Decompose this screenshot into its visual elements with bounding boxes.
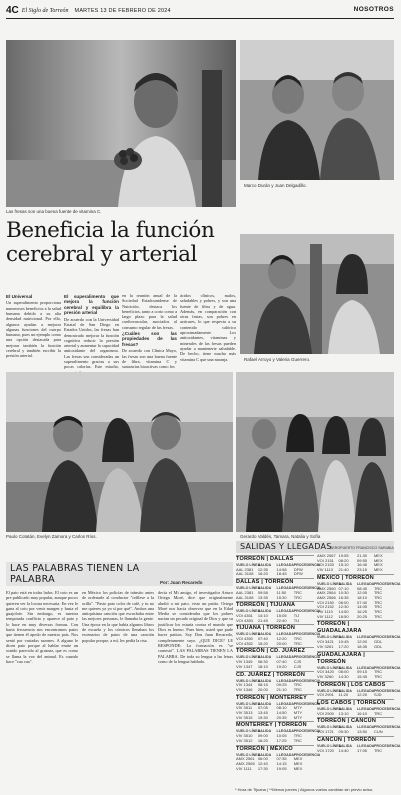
flight-header-cell: LLEGADA: [276, 632, 294, 637]
lower-left-caption: Paulo Cotatán, Evelyn Zamora y Carlos Ríos.: [6, 534, 97, 539]
flight-cell: 09:00: [257, 733, 268, 739]
flight-header-cell: SALIDA: [338, 581, 352, 586]
flight-cell: TRC: [373, 585, 383, 591]
flight-header-cell: SALIDA: [257, 701, 272, 706]
flight-header-cell: LLEGADA: [357, 665, 375, 670]
flight-cell: VIV 1347: [236, 663, 253, 669]
flight-header-cell: SALIDA: [338, 725, 352, 730]
flight-header-cell: SALIDA: [257, 729, 272, 734]
flight-cell: 17:05: [357, 747, 368, 753]
flight-cell: TRC: [373, 710, 383, 716]
flight-cell: AMX 2564: [317, 590, 336, 596]
flight-cell: 18:50: [338, 613, 349, 619]
flight-cell: MTY: [293, 710, 303, 716]
flight-cell: 12:30: [338, 604, 349, 610]
flight-header-cell: SALIDA: [257, 563, 272, 567]
flight-cell: TRC: [293, 636, 302, 642]
flight-header-cell: PROCEDENCIA: [373, 707, 401, 712]
flight-header-cell: LLEGADA: [357, 725, 375, 730]
flights-source: AEROPUERTO FRANCISCO SARABIA: [330, 546, 394, 550]
flight-cell: TRC: [373, 669, 383, 675]
flight-cell: TRC: [373, 590, 383, 596]
palabras-col-1: [6, 590, 78, 665]
flight-header-cell: SALIDA: [257, 609, 272, 614]
flight-header-cell: VUELO LÍNEA: [236, 655, 261, 660]
flight-cell: VIV 1345: [236, 659, 253, 665]
flight-route-title: TORREÓN | CD. JUÁREZ: [236, 647, 314, 655]
flight-header-cell: SALIDA: [338, 688, 352, 693]
flight-cell: 07:10: [338, 585, 349, 591]
flight-row: [236, 716, 314, 721]
flight-route-title: MÉXICO | TORREÓN: [317, 574, 394, 582]
article-col-3: [122, 293, 177, 370]
flight-cell: 21:40: [338, 567, 349, 573]
flight-cell: TRC: [293, 682, 302, 688]
flight-cell: 08:00: [338, 669, 349, 675]
flight-cell: AMX 2560: [317, 585, 336, 591]
flight-cell: 16:35: [338, 594, 349, 600]
flight-header-cell: PROCEDENCIA: [293, 729, 321, 734]
flight-cell: TRC: [373, 609, 383, 615]
flight-cell: 15:20: [257, 640, 268, 646]
flight-cell: VOI 2152: [317, 604, 334, 610]
flight-cell: 12:20: [276, 636, 287, 642]
palabras-col-3: [158, 590, 233, 665]
flight-header-cell: VUELO LÍNEA: [317, 707, 342, 712]
article-col-2: [64, 293, 119, 376]
palabras-title: [10, 563, 140, 585]
flight-cell: 08:15: [257, 682, 268, 688]
flight-header-cell: VUELO LÍNEA: [236, 586, 261, 591]
flight-cell: 07:05: [257, 705, 268, 711]
flight-header-cell: VUELO LÍNEA: [236, 752, 261, 757]
flight-cell: VIV 1113: [317, 567, 333, 573]
marco-juan-photo: [240, 40, 394, 180]
flight-cell: 16:25: [357, 609, 368, 615]
flight-header-cell: LLEGADA: [276, 586, 294, 591]
flight-header-cell: PROCEDENCIA: [293, 609, 321, 614]
article-col-3-text-2: De acuerdo con Clínica Mayo, las fresas son una buena fuente de fibra, vitamina C y sustancias bioactivas como los: [122, 348, 177, 370]
flight-cell: VOI 4352: [236, 640, 253, 646]
flight-cell: MEX: [373, 567, 383, 573]
flight-cell: 15:45: [357, 673, 368, 679]
flight-cell: 17:20: [338, 643, 349, 649]
flights-table-left: [236, 554, 321, 771]
flight-route-title: CD. JUÁREZ | TORREÓN: [236, 671, 314, 679]
flight-cell: TRC: [373, 613, 383, 619]
flight-cell: AAL 3108: [236, 594, 254, 600]
flight-header-cell: VUELO LÍNEA: [236, 563, 261, 567]
flight-cell: AMX 2565: [236, 760, 255, 766]
flight-cell: 06:30: [257, 659, 268, 665]
flight-header-cell: LLEGADA: [276, 752, 294, 757]
flight-cell: 11:50: [276, 589, 287, 595]
flight-header-cell: SALIDA: [338, 707, 352, 712]
article-col-3-text: en la reunión anual de la Sociedad Estadounidense de Nutrición, destaca los beneficios, tanto a corto como a largo plazo para la salud cardiovascular, asociados al consumo regular de las fresas.: [122, 293, 177, 330]
flight-cell: VOI 2150: [317, 599, 334, 605]
flight-row: [236, 665, 314, 670]
flight-cell: 14:58: [276, 566, 287, 572]
flight-cell: CJS: [293, 663, 302, 669]
article-col-1-text: Un superalimento proporciona numerosos beneficios a la salud humana debido a su alta densidad nutricional. Por ello, algunos ayudan a mejorar algunas funciones del cuerpo humano, pues un ejemplo como una opción destacada para mejorar también la función cerebral y también escribir la presión arterial.: [6, 300, 61, 359]
flight-cell: TRC: [373, 673, 383, 679]
flight-cell: 11:20: [338, 692, 349, 698]
flight-cell: VOI 1721: [317, 729, 334, 735]
flight-cell: 15:10: [338, 562, 349, 568]
flight-cell: 18:35: [357, 643, 368, 649]
flight-cell: 10:05: [276, 733, 287, 739]
flight-cell: TRC: [293, 686, 302, 692]
flight-header-cell: VUELO LÍNEA: [317, 581, 342, 586]
flight-row: [236, 688, 314, 693]
flight-header-cell: LLEGADA: [357, 707, 375, 712]
flight-cell: TIJ: [293, 617, 300, 623]
flight-cell: VOI 4351: [236, 612, 253, 618]
flight-cell: 20:25: [357, 613, 368, 619]
flight-cell: AMX 2566: [317, 594, 336, 600]
palabras-col-3-text: decía el Mi amigo, el investigador Arturo Ortega Moré, dice que originalmente aludió a mi pato, visto un patito. Ortega Moré nos hacía observar que en la Edad Media se consideraba que los pobres nacían un pecado original de Dios y que su justificar los estaría contra el mundo que Dios es bueno. Pues bien, usted que pude hacer patitos. Soy Don Juan Recaredo, completamente suyo. ¿QUE DICE? LE RESPONDE: La formación es "se contestó". LAS PALABRAS TIENEN LA PALABRA. De toda su lengua a las letras como de la lengua hablada.: [158, 590, 233, 664]
flight-route-title: TORREÓN | LOS CABOS: [317, 681, 394, 689]
flight-header-cell: PROCEDENCIA: [373, 725, 401, 730]
flight-row: [236, 739, 314, 744]
flight-cell: 08:45: [357, 585, 368, 591]
flight-cell: 16:10: [357, 710, 368, 716]
article-subhead-1: El superalimento que mejora la función cerebral y equilibra la presión arterial: [64, 294, 119, 316]
flight-cell: TRC: [373, 747, 383, 753]
flight-cell: TRC: [373, 594, 383, 600]
flight-cell: VOI 4350: [236, 636, 253, 642]
flight-cell: SJD: [373, 692, 382, 698]
flight-cell: 23:15: [357, 567, 368, 573]
flight-cell: TRC: [373, 599, 383, 605]
flight-row: [236, 572, 314, 577]
flight-cell: VIV 3511: [236, 705, 253, 711]
flight-cell: 10:45: [338, 639, 349, 645]
flight-cell: TRC: [293, 589, 302, 595]
flight-cell: GDL: [373, 643, 383, 649]
flight-cell: VIV 1346: [236, 686, 253, 692]
flight-cell: MEX: [373, 553, 383, 558]
flight-cell: 18:10: [357, 594, 368, 600]
flights-footnote: * Hora de Tijuana | **Menos jueves | Algunos vuelos cambian sin previo aviso.: [235, 787, 374, 792]
flight-cell: 18:45: [276, 571, 287, 577]
flight-row: [236, 767, 314, 772]
flight-cell: MTY: [293, 714, 303, 720]
top-right-caption: Marco Durán y Juan Delgadillo.: [244, 183, 307, 188]
flight-cell: VOI 2153: [317, 562, 334, 568]
flight-row: [317, 693, 394, 698]
flight-cell: 13:50: [357, 729, 368, 735]
flight-cell: VOI 4353: [236, 617, 253, 623]
main-photo-caption: Las fresas son una buena fuente de vitamina C.: [6, 209, 102, 214]
flight-row: [236, 596, 314, 601]
flight-header-cell: PROCEDENCIA: [293, 655, 321, 660]
palabras-col-2-text: en México los policías de tránsito antes de ordenarle al conductor "oríllese a la orilla". "Pasto pato color de café, y tu no me quieres ya yo sí por qué". Ambos una antiquísima canción que escuchaba entre las mejores personas, le llamaba la gente. Una época en la que había algunos libros de escuela y los cómicos llenaban los escenarios de patos de una canción popular porque, a mí, les pedía la risa.: [82, 590, 154, 643]
flight-header-cell: SALIDA: [338, 635, 352, 640]
flight-cell: VIV 1344: [236, 682, 253, 688]
issue-date: MARTES 13 DE FEBRERO DE 2024: [74, 7, 171, 14]
flight-cell: 21:10: [276, 686, 287, 692]
flight-cell: VIV 3260: [317, 673, 334, 679]
flight-route-title: MONTERREY | TORREÓN: [236, 721, 314, 729]
flight-cell: 16:20: [257, 571, 268, 577]
flight-header-cell: LLEGADA: [276, 701, 294, 706]
flight-cell: 12:00: [357, 639, 368, 645]
flight-cell: TRC: [373, 604, 383, 610]
flight-cell: 09:58: [257, 589, 268, 595]
article-col-2-text: De acuerdo con la Universidad Estatal de San Diego en Estados Unidos, las fresas han demostrado mejorar la función cognitiva reducir la presión arterial y aumentar la capacidad antioxidante del organismo. Las fresas son consideradas un superalimento gracias a sus pocas calorías. Este estudio,: [64, 316, 119, 370]
flight-header-cell: VUELO LÍNEA: [317, 743, 342, 748]
flight-route-title: TORREÓN | CANCÚN: [317, 717, 394, 725]
flight-cell: 10:30: [338, 590, 349, 596]
flight-cell: AMX 2567: [317, 553, 336, 558]
flight-header-cell: VUELO LÍNEA: [317, 635, 342, 640]
flight-row: [317, 568, 394, 573]
flight-header-cell: LLEGADA: [357, 635, 375, 640]
flight-header-cell: VUELO LÍNEA: [236, 678, 261, 683]
flight-route-title: LOS CABOS | TORREÓN: [317, 699, 394, 707]
lower-right-caption: Gerardo Valdés, Tamara, Natalia y Sofía: [240, 534, 321, 539]
flight-cell: 20:00: [276, 640, 287, 646]
flight-cell: CUN: [373, 729, 383, 735]
flight-cell: 08:20: [338, 557, 349, 563]
flight-cell: 17:25: [276, 737, 287, 743]
flight-header-cell: VUELO LÍNEA: [236, 609, 261, 614]
article-headline: Beneficia la función cerebral y arterial: [6, 218, 215, 267]
flight-cell: 17:30: [257, 765, 268, 771]
gerardo-tamara-natalia-sofia-photo: [236, 372, 394, 532]
flight-cell: 09:25: [276, 682, 287, 688]
flight-cell: VIV 3510: [236, 733, 253, 739]
flight-cell: 12:35: [257, 566, 268, 572]
flight-cell: 21:45: [257, 617, 268, 623]
flight-route-title: GUADALAJARA | TORREÓN: [317, 651, 394, 666]
flight-cell: AMX 2561: [236, 756, 255, 762]
flight-cell: 09:30: [338, 729, 349, 735]
flight-cell: VIV 1110: [317, 609, 333, 615]
flight-row: [317, 749, 394, 754]
article-col-4: [180, 293, 236, 363]
flight-header-cell: LLEGADA: [276, 609, 294, 614]
flight-cell: TRC: [293, 737, 302, 743]
flight-cell: 08:10: [276, 705, 287, 711]
flight-cell: MEX: [293, 765, 303, 771]
flight-cell: VOI 3421: [317, 639, 334, 645]
flight-cell: 14:50: [338, 609, 349, 615]
flight-route-title: CANCÚN | TORREÓN: [317, 736, 394, 744]
flight-route-title: TORREÓN | MÉXICO: [236, 745, 314, 753]
flight-cell: 14:15: [276, 760, 287, 766]
flight-cell: 19:30: [257, 714, 268, 720]
mid-right-caption: Rafael Arroyo y Valeria Guerrero.: [244, 357, 311, 362]
page-number: 4C: [6, 5, 19, 16]
flight-cell: DFW: [293, 566, 303, 572]
flight-cell: 09:55: [357, 557, 368, 563]
flight-header-cell: PROCEDENCIA: [373, 688, 401, 693]
flight-cell: 13:10: [338, 710, 349, 716]
flight-cell: 16:45: [357, 562, 368, 568]
flight-cell: VIV 3512: [236, 737, 253, 743]
flight-header-cell: PROCEDENCIA: [293, 701, 321, 706]
flight-header-cell: SALIDA: [257, 586, 272, 591]
flight-header-cell: SALIDA: [338, 665, 352, 670]
flight-cell: 15:30: [276, 594, 287, 600]
flight-header-cell: PROCEDENCIA: [293, 678, 321, 683]
article-col-4-text: ácidos clínicos, malos, saludables y pobres, y son una fuente de fibra y de agua. Además, en comparación con otras frutas, son pobres en azúcares, lo que respecta a su contenido calórico aproximadamente. Los antioxidantes, vitaminas y minerales de las fresas pueden ayudar a mantenerte saludable. De hecho, tiene mucha más vitamina C que una naranja.: [180, 293, 236, 362]
flight-header-cell: SALIDA: [257, 632, 272, 637]
flight-header-cell: LLEGADA: [276, 655, 294, 660]
flight-cell: CJS: [293, 659, 302, 665]
palabras-col-1-text: El pato está en todas lados. El coto es un pre publicado muy popular, aunque pocos quieren ver la locura necesaria. En vez le gana al coto por venir margen y hasta el guajolote. Sin embargo, es nuestra temporada conflicto y aparece al pato y lo hace en muy diversas formas. Con harta frecuencia nos encontramos patos que tienen él apodo de nuestro país. Nos sentó por variadas razones. A alguno le dicen pato porque al hablar emite un sonido parecido al graznar, que es como se llama la voz del animal. Es cuando hace "cua cua".: [6, 590, 78, 664]
flight-cell: GDL: [373, 639, 383, 645]
flight-header-cell: LLEGADA: [276, 729, 294, 734]
palabras-title-text: LAS PALABRAS TIENEN LA PALABRA: [10, 563, 140, 585]
flight-cell: VOI 2151: [317, 557, 334, 563]
flight-cell: 22:40: [276, 617, 287, 623]
flight-cell: MTY: [293, 705, 303, 711]
flight-header-cell: LLEGADA: [276, 678, 294, 683]
flight-cell: 13:45: [257, 710, 268, 716]
flight-cell: TRC: [293, 594, 302, 600]
flight-cell: 14:50: [276, 710, 287, 716]
flight-cell: 19:55: [338, 553, 349, 558]
flight-cell: 19:05: [276, 765, 287, 771]
flight-header-cell: VUELO LÍNEA: [317, 725, 342, 730]
flight-cell: 12:40: [257, 760, 268, 766]
flights-title: SALIDAS Y LLEGADAS: [240, 542, 332, 551]
palabras-col-2: [82, 590, 154, 644]
flight-header-cell: LLEGADA: [357, 688, 375, 693]
article-byline: El Universal: [6, 294, 33, 299]
flight-route-title: TIJUANA | TORREÓN: [236, 624, 314, 632]
flight-cell: TRC: [293, 640, 302, 646]
flight-cell: VIV 1112: [317, 613, 333, 619]
flight-header-cell: SALIDA: [257, 655, 272, 660]
flight-header-cell: VUELO LÍNEA: [236, 729, 261, 734]
newspaper-name: El Siglo de Torreón: [21, 7, 69, 14]
flight-cell: TIJ: [293, 612, 300, 618]
flight-header-cell: LLEGADA: [357, 581, 375, 586]
flight-header-cell: VUELO LÍNEA: [236, 632, 261, 637]
flight-cell: 20:35: [276, 714, 287, 720]
flight-cell: VIV 1111: [236, 765, 252, 771]
flight-cell: 12:25: [357, 692, 368, 698]
flight-header-cell: VUELO LÍNEA: [317, 688, 342, 693]
flight-cell: 07:40: [257, 636, 268, 642]
flight-header-cell: SALIDA: [338, 743, 352, 748]
flight-cell: 13:35: [257, 594, 268, 600]
page-header: [6, 3, 394, 19]
flight-header-cell: PROCEDENCIA: [293, 752, 321, 757]
flight-row: [317, 675, 394, 680]
flight-cell: TRC: [293, 733, 302, 739]
paulo-evelyn-carlos-photo: [6, 372, 233, 532]
flight-cell: MEX: [293, 760, 303, 766]
flight-cell: VIV 3515: [236, 714, 253, 720]
flight-cell: AAL 3108: [236, 571, 254, 577]
flight-cell: 16:20: [257, 737, 268, 743]
flight-cell: 14:10: [257, 612, 268, 618]
flight-cell: 19:20: [276, 663, 287, 669]
flight-cell: 14:05: [357, 604, 368, 610]
flight-cell: AAL 2381: [236, 589, 254, 595]
flight-cell: VIV 3513: [236, 710, 253, 716]
flight-cell: 06:00: [257, 756, 268, 762]
flight-header-cell: PROCEDENCIA: [293, 586, 321, 591]
strawberries-man-photo: [6, 40, 236, 207]
flight-row: [317, 615, 394, 620]
flight-header-cell: SALIDA: [257, 752, 272, 757]
article-subhead-2: ¿Cuáles son las propiedades de las fresas?: [122, 331, 177, 347]
flight-cell: VOI 1720: [317, 747, 334, 753]
flight-cell: 15:05: [276, 612, 287, 618]
flight-row: [317, 645, 394, 650]
flight-cell: VIV 3261: [317, 643, 334, 649]
flight-route-title: DALLAS | TORREÓN: [236, 578, 314, 586]
flight-row: [236, 642, 314, 647]
flight-cell: VOI 3420: [317, 669, 334, 675]
flight-row: [317, 730, 394, 735]
flight-cell: VOI 2901: [317, 692, 334, 698]
flight-cell: 09:15: [357, 669, 368, 675]
flight-header-cell: PROCEDENCIA: [373, 743, 401, 748]
flight-cell: 14:30: [338, 673, 349, 679]
flight-cell: 06:00: [338, 599, 349, 605]
flight-cell: DFW: [293, 571, 303, 577]
flight-header-cell: PROCEDENCIA: [293, 632, 321, 637]
flight-header-cell: LLEGADA: [357, 743, 375, 748]
flight-header-cell: SALIDA: [257, 678, 272, 683]
flight-row: [236, 619, 314, 624]
section-name: NOSOTROS: [353, 6, 394, 13]
article-col-1: [6, 293, 61, 360]
flight-header-cell: VUELO LÍNEA: [317, 665, 342, 670]
flights-table-right: [317, 553, 401, 753]
flight-cell: MEX: [293, 756, 303, 762]
flight-route-title: TORREÓN | TIJUANA: [236, 601, 314, 609]
flight-cell: 07:35: [276, 756, 287, 762]
flight-cell: MEX: [373, 557, 383, 563]
palabras-author: Por: Juan Recaredo: [160, 580, 203, 585]
flight-header-cell: PROCEDENCIA: [373, 665, 401, 670]
flight-cell: 07:40: [276, 659, 287, 665]
rafael-valeria-photo: [240, 234, 394, 354]
flight-route-title: TORREÓN | MONTERREY: [236, 694, 314, 702]
flight-cell: 18:10: [257, 663, 268, 669]
flight-row: [317, 712, 394, 717]
flight-header-cell: PROCEDENCIA: [373, 581, 401, 586]
flight-cell: AAL 2381: [236, 566, 254, 572]
flight-cell: 07:40: [357, 599, 368, 605]
flight-cell: 14:40: [338, 747, 349, 753]
flight-header-cell: LLEGADA: [276, 563, 294, 567]
flight-cell: VOI 2900: [317, 710, 334, 716]
flight-cell: 12:05: [357, 590, 368, 596]
flight-cell: 20:00: [257, 686, 268, 692]
flight-route-title: TORREÓN | GUADALAJARA: [317, 620, 394, 635]
flight-cell: 21:30: [357, 553, 368, 558]
flight-header-cell: PROCEDENCIA: [293, 563, 321, 567]
flight-header-cell: PROCEDENCIA: [373, 635, 401, 640]
flight-cell: MEX: [373, 562, 383, 568]
flight-route-title: TORREÓN | DALLAS: [236, 555, 314, 563]
flight-header-cell: VUELO LÍNEA: [236, 701, 261, 706]
